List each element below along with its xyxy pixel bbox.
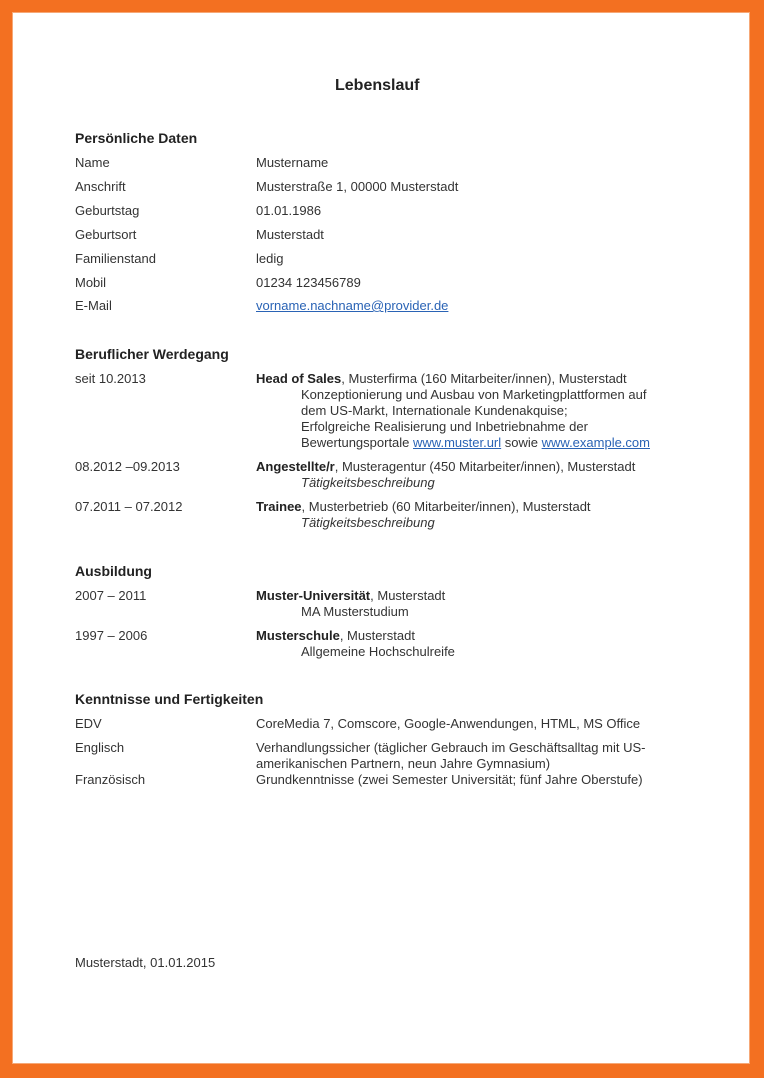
value-address: Musterstraße 1, 00000 Musterstadt bbox=[256, 179, 459, 194]
label-mobile: Mobil bbox=[75, 275, 107, 290]
education-degree-2: Allgemeine Hochschulreife bbox=[301, 644, 455, 659]
education-date-2: 1997 – 2006 bbox=[75, 628, 148, 643]
education-city-2: , Musterstadt bbox=[339, 628, 415, 643]
education-date-1: 2007 – 2011 bbox=[75, 588, 147, 603]
value-name: Mustername bbox=[256, 155, 329, 170]
career-entry-3 bbox=[256, 499, 591, 531]
value-mobile: 01234 123456789 bbox=[256, 275, 361, 290]
muster-url-link[interactable]: www.muster.url bbox=[413, 435, 502, 450]
career-desc-2: Tätigkeitsbeschreibung bbox=[301, 475, 435, 490]
skill-label-english: Englisch bbox=[75, 740, 125, 755]
section-heading-career: Beruflicher Werdegang bbox=[75, 346, 229, 362]
skill-label-edv: EDV bbox=[75, 716, 102, 731]
career-company-2: , Musteragentur (450 Mitarbeiter/innen), Musterstadt bbox=[334, 459, 636, 474]
label-birthplace: Geburtsort bbox=[75, 227, 137, 242]
skill-value-edv: CoreMedia 7, Comscore, Google-Anwendungen, HTML, MS Office bbox=[256, 716, 641, 731]
example-com-link[interactable]: www.example.com bbox=[541, 435, 650, 450]
education-entry-1 bbox=[256, 588, 445, 620]
value-birthday: 01.01.1986 bbox=[256, 203, 322, 218]
career-desc-conjunction: sowie bbox=[501, 435, 542, 450]
career-desc-line-1: Konzeptionierung und Ausbau von Marketingplattformen auf bbox=[301, 387, 647, 402]
career-date-2: 08.2012 –09.2013 bbox=[75, 459, 180, 474]
career-desc-line-2: dem US-Markt, Internationale Kundenakquise; bbox=[301, 403, 568, 418]
career-company-3: , Musterbetrieb (60 Mitarbeiter/innen), Musterstadt bbox=[301, 499, 591, 514]
label-birthday: Geburtstag bbox=[75, 203, 140, 218]
career-desc-3: Tätigkeitsbeschreibung bbox=[301, 515, 435, 530]
career-date-1: seit 10.2013 bbox=[75, 371, 146, 386]
career-entry-2 bbox=[256, 459, 635, 491]
career-desc-line-4: Bewertungsportale bbox=[301, 435, 414, 450]
place-date-footer: Musterstadt, 01.01.2015 bbox=[75, 955, 216, 970]
career-company-1: , Musterfirma (160 Mitarbeiter/innen), Musterstadt bbox=[341, 371, 627, 386]
page-title: Lebenslauf bbox=[335, 77, 420, 94]
career-entry-1 bbox=[256, 371, 650, 451]
education-school-2: Musterschule bbox=[256, 628, 340, 643]
career-role-1: Head of Sales bbox=[256, 371, 342, 386]
label-name: Name bbox=[75, 155, 110, 170]
education-degree-1: MA Musterstudium bbox=[301, 604, 409, 619]
section-heading-education: Ausbildung bbox=[75, 563, 152, 579]
career-desc-line-3: Erfolgreiche Realisierung und Inbetriebnahme der bbox=[301, 419, 588, 434]
education-entry-2 bbox=[256, 628, 455, 660]
education-school-1: Muster-Universität bbox=[256, 588, 371, 603]
cv-page bbox=[12, 12, 750, 1064]
label-address: Anschrift bbox=[75, 179, 126, 194]
email-link[interactable]: vorname.nachname@provider.de bbox=[256, 298, 449, 313]
section-heading-personal: Persönliche Daten bbox=[75, 130, 198, 146]
value-marital-status: ledig bbox=[256, 251, 284, 266]
label-email: E-Mail bbox=[75, 298, 112, 313]
education-city-1: , Musterstadt bbox=[370, 588, 446, 603]
skill-value-french: Grundkenntnisse (zwei Semester Universität; fünf Jahre Oberstufe) bbox=[256, 772, 643, 787]
skill-english-line-2: amerikanischen Partnern, neun Jahre Gymnasium) bbox=[256, 756, 551, 771]
career-role-2: Angestellte/r bbox=[256, 459, 335, 474]
label-marital-status: Familienstand bbox=[75, 251, 156, 266]
skill-value-english bbox=[256, 740, 645, 772]
section-heading-skills: Kenntnisse und Fertigkeiten bbox=[75, 691, 264, 707]
skill-label-french: Französisch bbox=[75, 772, 146, 787]
career-role-3: Trainee bbox=[256, 499, 302, 514]
skill-english-line-1: Verhandlungssicher (täglicher Gebrauch im Geschäftsalltag mit US- bbox=[256, 740, 646, 755]
value-birthplace: Musterstadt bbox=[256, 227, 324, 242]
career-date-3: 07.2011 – 07.2012 bbox=[75, 499, 183, 514]
